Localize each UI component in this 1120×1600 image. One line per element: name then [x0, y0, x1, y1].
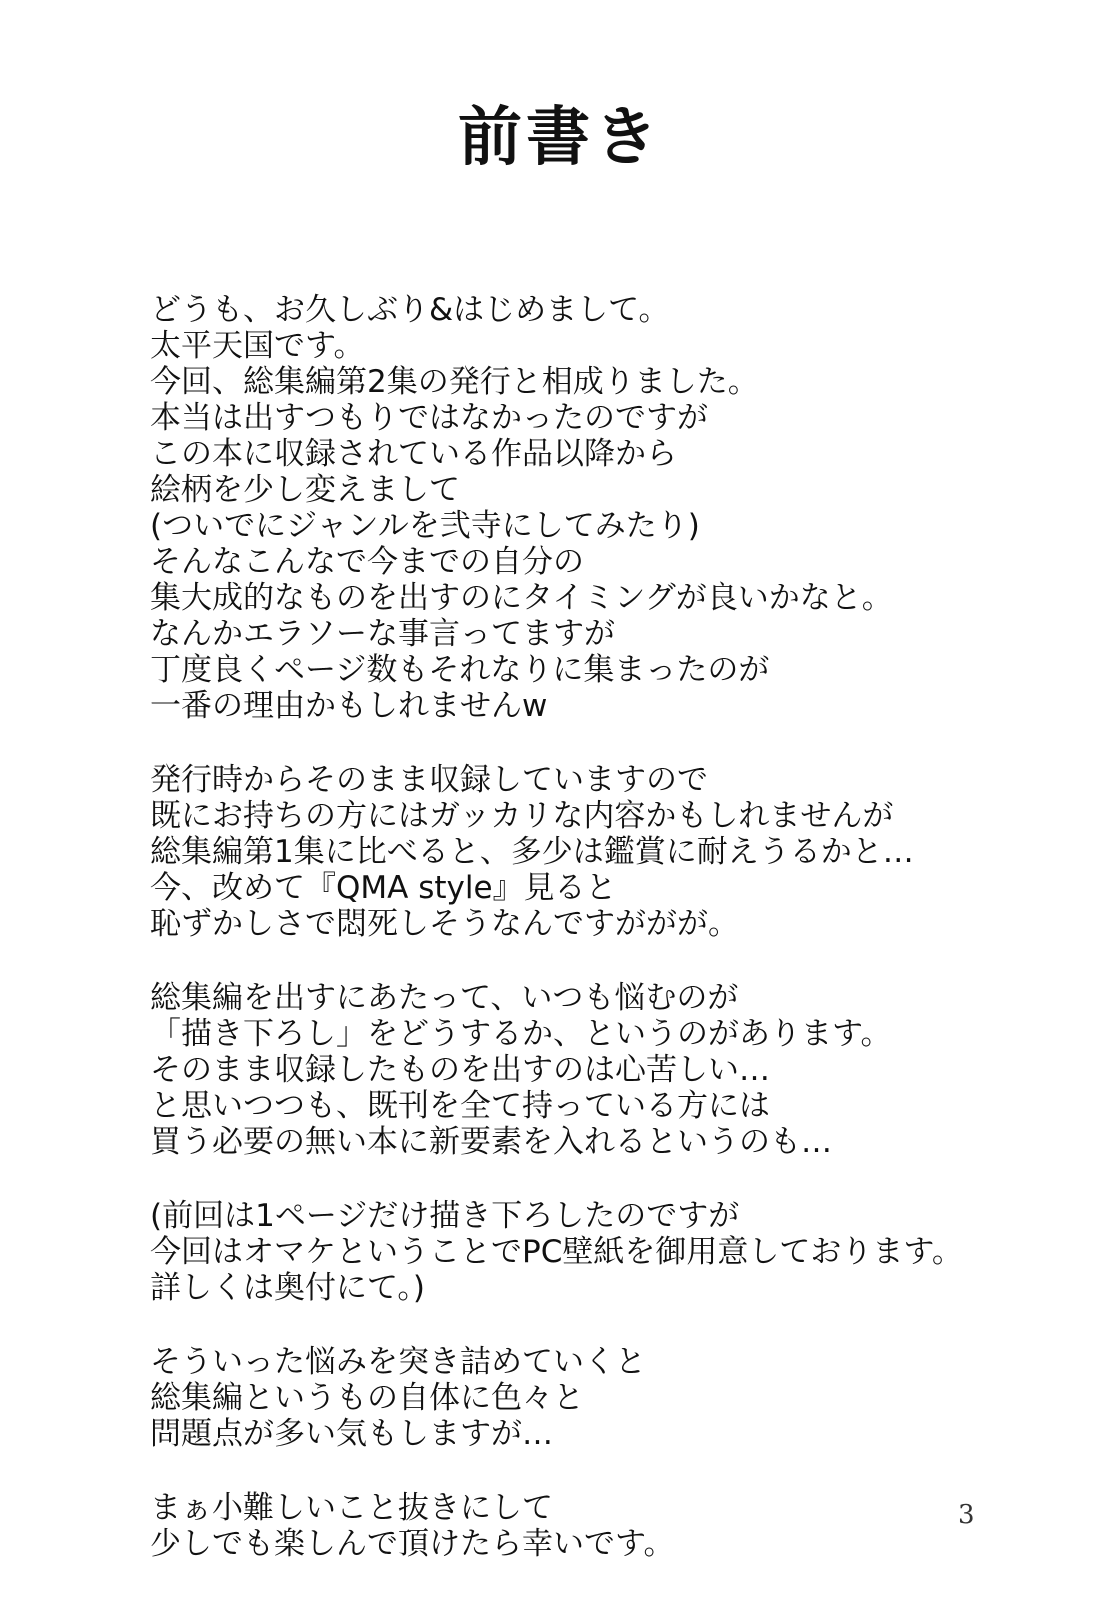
text-line: (前回は1ページだけ描き下ろしたのですが	[150, 1198, 740, 1234]
text-line: そのまま収録したものを出すのは心苦しい…	[150, 1052, 770, 1088]
paragraph-gap	[150, 1306, 1080, 1344]
text-line: 本当は出すつもりではなかったのですが	[150, 400, 708, 436]
text-line: どうも、お久しぶり&はじめまして。	[150, 292, 670, 328]
text-line: 今回、総集編第2集の発行と相成りました。	[150, 364, 759, 400]
text-line: 詳しくは奥付にて。)	[150, 1270, 425, 1306]
text-line: この本に収録されている作品以降から	[150, 436, 677, 472]
text-line: 絵柄を少し変えまして	[150, 472, 460, 508]
paragraph-gap	[150, 1160, 1080, 1198]
text-line: 問題点が多い気もしますが…	[150, 1416, 553, 1452]
text-line: 丁度良くページ数もそれなりに集まったのが	[150, 652, 770, 688]
text-line: なんかエラソーな事言ってますが	[150, 616, 615, 652]
preface-body	[150, 292, 1080, 1562]
text-line: 総集編第1集に比べると、多少は鑑賞に耐えうるかと…	[150, 834, 914, 870]
paragraph-gap	[150, 1452, 1080, 1490]
text-line: 少しでも楽しんで頂けたら幸いです。	[150, 1526, 675, 1562]
text-line: 今回はオマケということでPC壁紙を御用意しております。	[150, 1234, 963, 1270]
text-line: 太平天国です。	[150, 328, 365, 364]
text-line: 一番の理由かもしれませんw	[150, 688, 548, 724]
paragraph-gap	[150, 942, 1080, 980]
text-line: 総集編というもの自体に色々と	[150, 1380, 584, 1416]
text-line: 恥ずかしさで悶死しそうなんですががが。	[150, 906, 739, 942]
text-line: と思いつつも、既刊を全て持っている方には	[150, 1088, 770, 1124]
page-number: 3	[958, 1500, 975, 1530]
text-line: 総集編を出すにあたって、いつも悩むのが	[150, 980, 739, 1016]
page-title: 前書き	[458, 101, 662, 175]
text-line: 買う必要の無い本に新要素を入れるというのも…	[150, 1124, 832, 1160]
text-line: 集大成的なものを出すのにタイミングが良いかなと。	[150, 580, 893, 616]
text-line: まぁ小難しいこと抜きにして	[150, 1490, 553, 1526]
text-line: 今、改めて『QMA style』見ると	[150, 870, 617, 906]
text-line: 「描き下ろし」をどうするか、というのがあります。	[150, 1016, 892, 1052]
text-line: (ついでにジャンルを弐寺にしてみたり)	[150, 508, 700, 544]
paragraph-gap	[150, 724, 1080, 762]
text-line: 既にお持ちの方にはガッカリな内容かもしれませんが	[150, 798, 894, 834]
text-line: そんなこんなで今までの自分の	[150, 544, 584, 580]
text-line: 発行時からそのまま収録していますので	[150, 762, 708, 798]
text-line: そういった悩みを突き詰めていくと	[150, 1344, 646, 1380]
